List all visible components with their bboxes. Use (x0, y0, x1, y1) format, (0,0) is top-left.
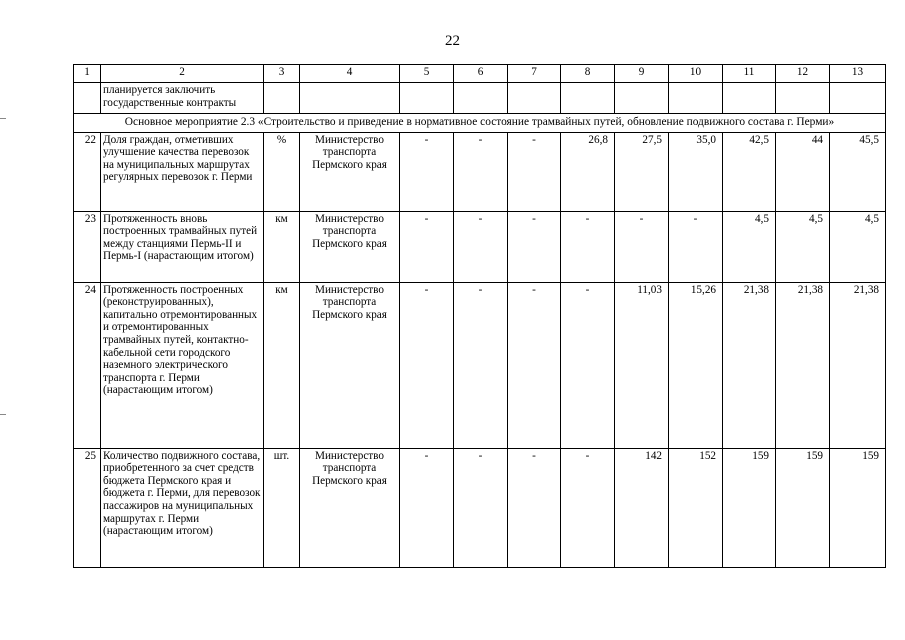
value-cell: - (561, 448, 615, 567)
value-cell: - (400, 211, 454, 282)
column-number: 12 (776, 65, 830, 83)
cell-empty (615, 83, 669, 114)
value-cell: - (400, 448, 454, 567)
column-number: 3 (264, 65, 300, 83)
column-number: 2 (101, 65, 264, 83)
value-cell: 45,5 (830, 132, 886, 211)
section-title: Основное мероприятие 2.3 «Строительство и приведение в нормативное состояние трамвайных путей, обновление подвижного состава г. Перми» (74, 114, 886, 133)
cell-empty (508, 83, 561, 114)
unit: км (264, 282, 300, 448)
cell-empty (300, 83, 400, 114)
value-cell: - (454, 211, 508, 282)
cell-empty (830, 83, 886, 114)
column-number: 4 (300, 65, 400, 83)
row-number: 25 (74, 448, 101, 567)
value-cell: 26,8 (561, 132, 615, 211)
value-cell: - (561, 211, 615, 282)
column-number: 6 (454, 65, 508, 83)
column-number: 1 (74, 65, 101, 83)
column-number: 10 (669, 65, 723, 83)
cell-empty (400, 83, 454, 114)
value-cell: 35,0 (669, 132, 723, 211)
column-number: 8 (561, 65, 615, 83)
unit: шт. (264, 448, 300, 567)
table-row (74, 282, 886, 448)
value-cell: - (561, 282, 615, 448)
column-number-row (74, 65, 886, 83)
row-number: 23 (74, 211, 101, 282)
cell-empty (561, 83, 615, 114)
column-number: 11 (723, 65, 776, 83)
scan-artifact (0, 414, 6, 415)
scan-artifact (0, 118, 6, 119)
value-cell: 4,5 (776, 211, 830, 282)
value-cell: - (669, 211, 723, 282)
cell-empty (454, 83, 508, 114)
value-cell: - (508, 132, 561, 211)
value-cell: 159 (830, 448, 886, 567)
value-cell: 11,03 (615, 282, 669, 448)
cell-empty (74, 83, 101, 114)
responsible: Министерство транспорта Пермского края (300, 132, 400, 211)
column-number: 13 (830, 65, 886, 83)
cell-empty (669, 83, 723, 114)
cell-empty (264, 83, 300, 114)
column-number: 9 (615, 65, 669, 83)
indicator-name: Количество подвижного состава, приобретенного за счет средств бюджета Пермского края и бюджета г. Перми, для перевозок пассажиров на муниципальных маршрутах г. Перми (нарастающим итогом) (101, 448, 264, 567)
value-cell: - (454, 132, 508, 211)
value-cell: - (615, 211, 669, 282)
column-number: 5 (400, 65, 454, 83)
row-number: 24 (74, 282, 101, 448)
unit: км (264, 211, 300, 282)
table-row (74, 132, 886, 211)
indicator-name: Доля граждан, отметивших улучшение качества перевозок на муниципальных маршрутах регулярных перевозок г. Перми (101, 132, 264, 211)
value-cell: 159 (776, 448, 830, 567)
responsible: Министерство транспорта Пермского края (300, 211, 400, 282)
value-cell: - (400, 132, 454, 211)
value-cell: 142 (615, 448, 669, 567)
value-cell: 44 (776, 132, 830, 211)
value-cell: 21,38 (776, 282, 830, 448)
value-cell: - (508, 282, 561, 448)
section-row (74, 114, 886, 133)
column-number: 7 (508, 65, 561, 83)
value-cell: 42,5 (723, 132, 776, 211)
cell-empty (776, 83, 830, 114)
value-cell: 4,5 (723, 211, 776, 282)
indicator-name: Протяженность вновь построенных трамвайных путей между станциями Пермь-II и Пермь-I (нарастающим итогом) (101, 211, 264, 282)
value-cell: 159 (723, 448, 776, 567)
value-cell: - (454, 282, 508, 448)
value-cell: - (400, 282, 454, 448)
value-cell: - (508, 448, 561, 567)
indicator-name: Протяженность построенных (реконструированных), капитально отремонтированных и отремонтированных трамвайных путей, контактно-кабельной сети городского наземного электрического транспорта г. Перми (нарастающим итогом) (101, 282, 264, 448)
responsible: Министерство транспорта Пермского края (300, 448, 400, 567)
page-number: 22 (445, 33, 460, 49)
continuation-row (74, 83, 886, 114)
value-cell: - (454, 448, 508, 567)
table-row (74, 448, 886, 567)
row-number: 22 (74, 132, 101, 211)
value-cell: 21,38 (830, 282, 886, 448)
value-cell: 152 (669, 448, 723, 567)
cell-empty (723, 83, 776, 114)
value-cell: - (508, 211, 561, 282)
value-cell: 4,5 (830, 211, 886, 282)
value-cell: 21,38 (723, 282, 776, 448)
indicators-table (73, 64, 886, 568)
table-row (74, 211, 886, 282)
value-cell: 15,26 (669, 282, 723, 448)
unit: % (264, 132, 300, 211)
value-cell: 27,5 (615, 132, 669, 211)
continuation-text: планируется заключить государственные контракты (101, 83, 264, 114)
responsible: Министерство транспорта Пермского края (300, 282, 400, 448)
